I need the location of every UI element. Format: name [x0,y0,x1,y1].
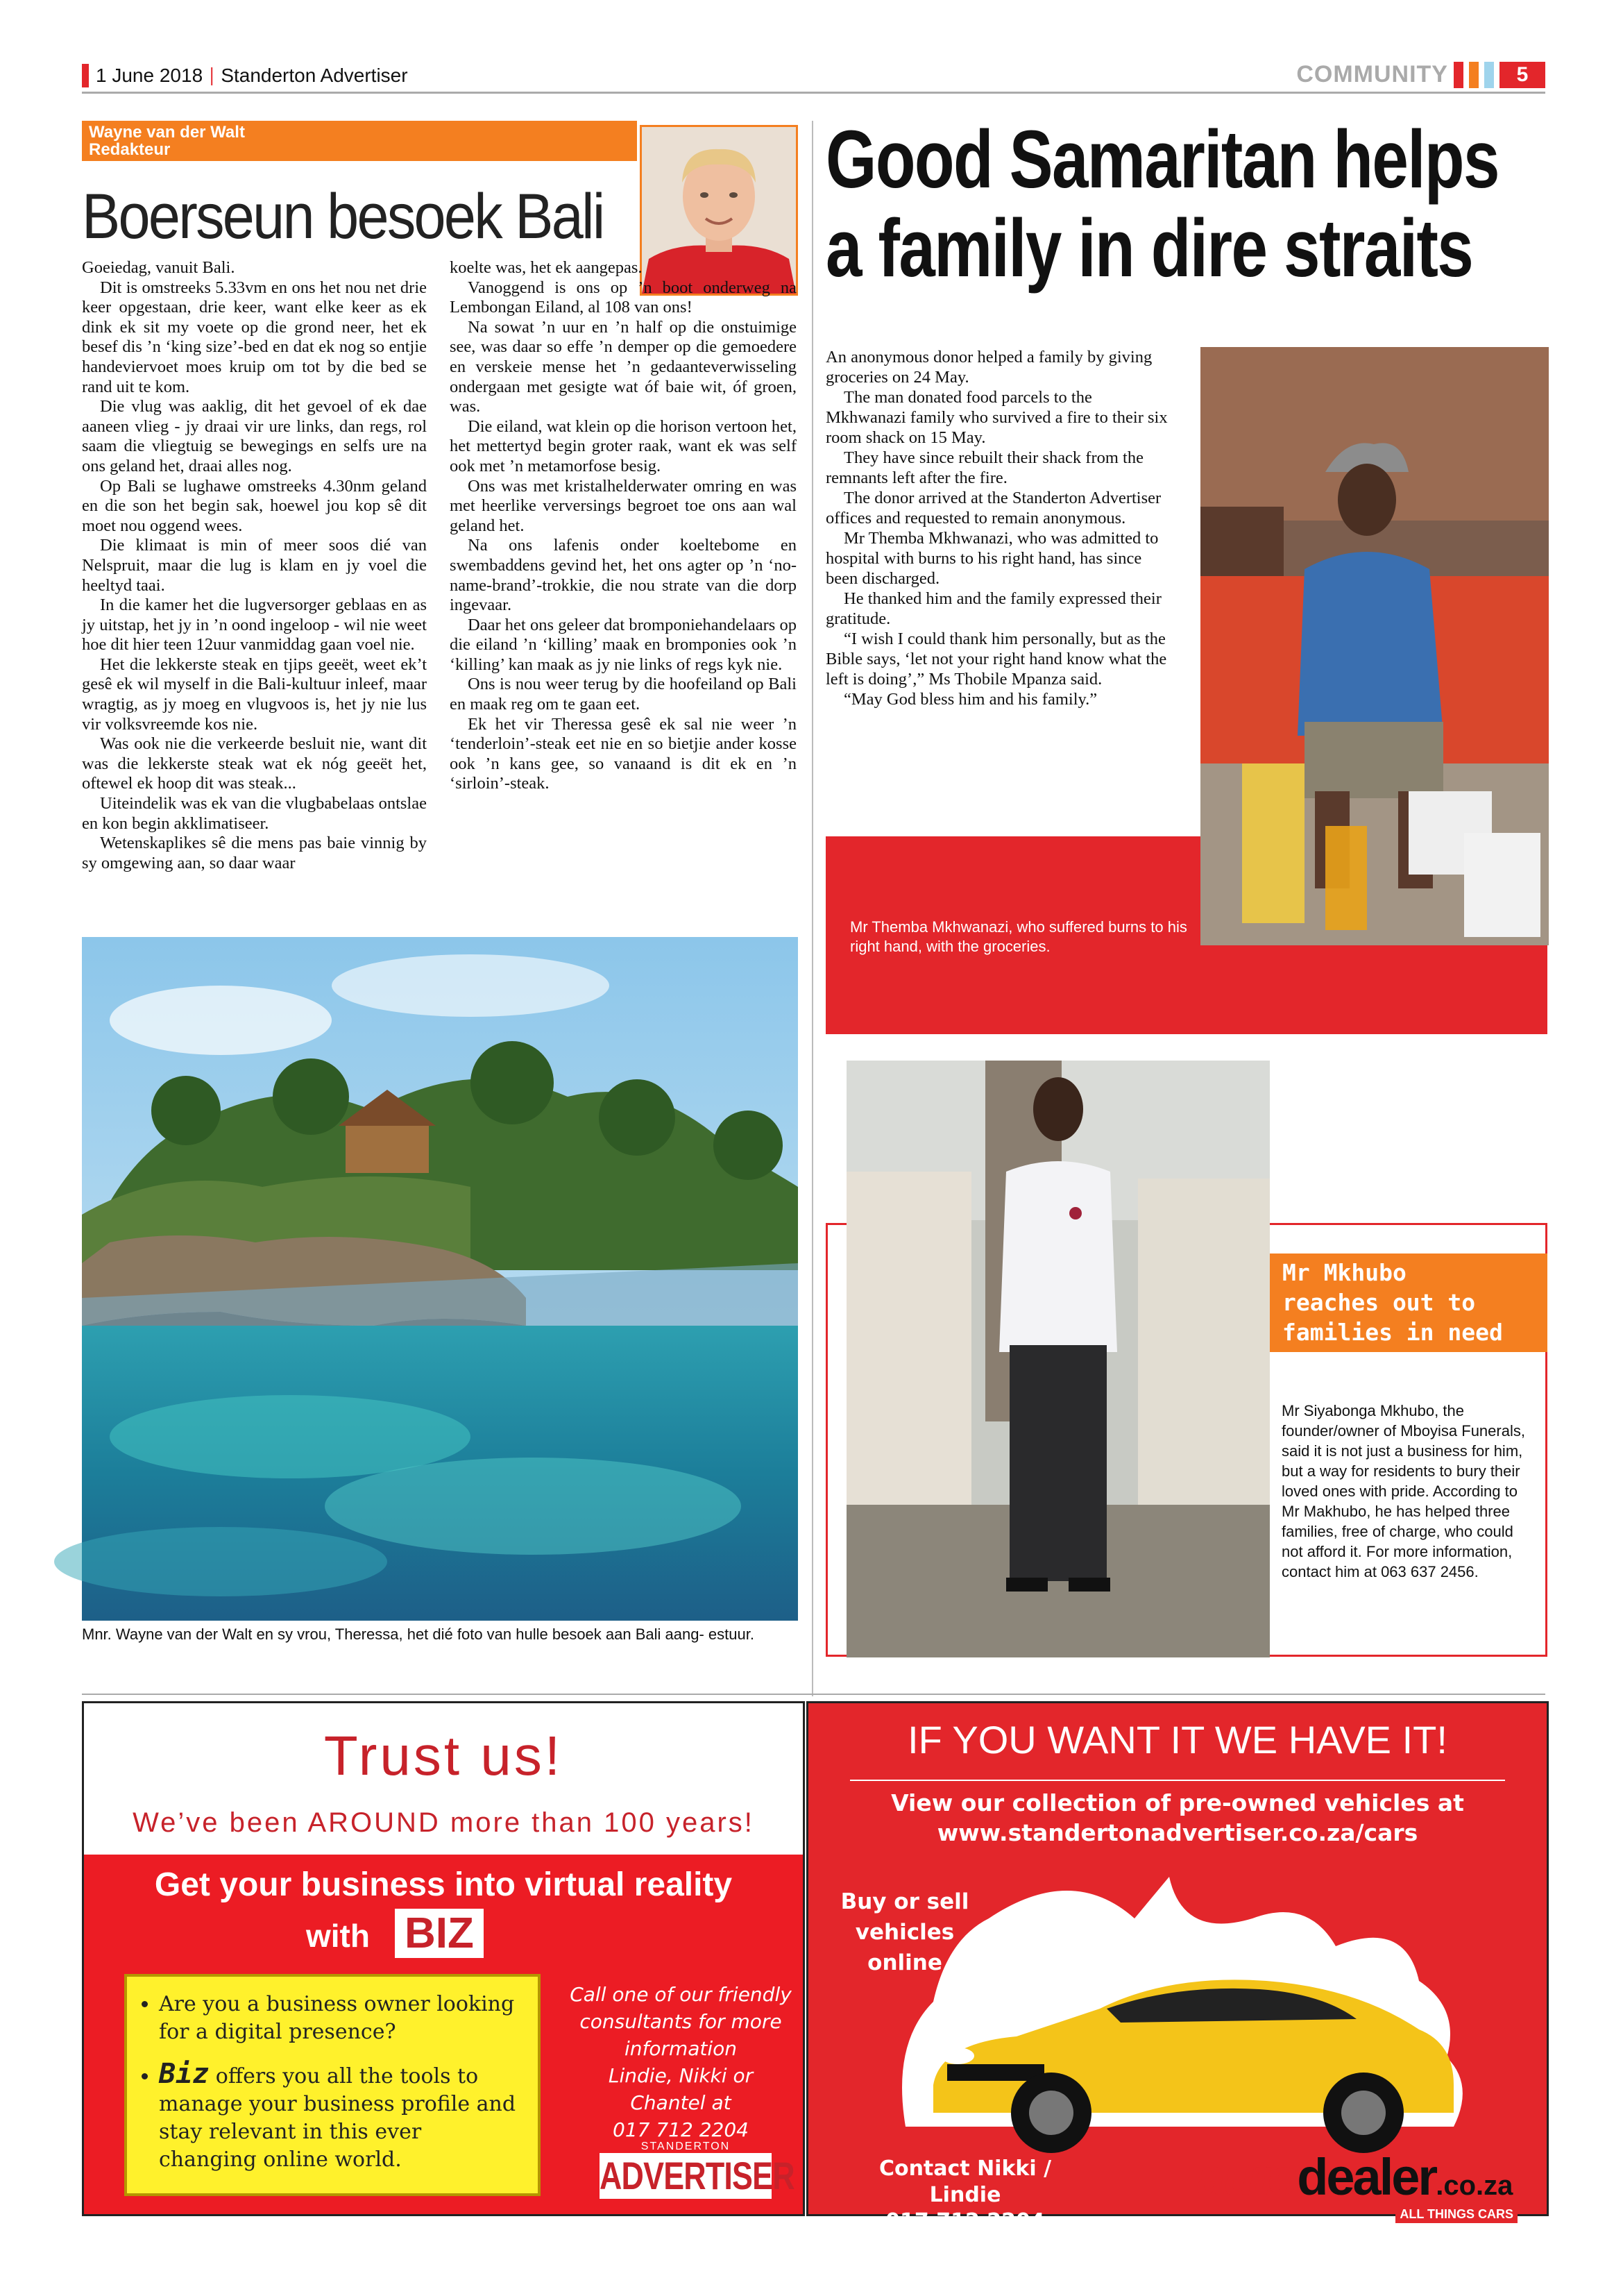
logo-dealer: dealer [1297,2148,1436,2206]
paragraph: Mr Themba Mkhwanazi, who was admitted to hospital with burns to his right hand, has since been discharged. [826,529,1159,588]
paragraph: Was ook nie die verkeerde besluit nie, want dit was die lekkerste steak wat ek nóg geeët het, oftewel ek hoop dit was steak... [82,734,427,793]
header-separator: | [210,65,214,86]
biz-logo: BIZ [395,1909,484,1958]
title-line: families in need [1282,1319,1503,1346]
advert-contact [840,2156,1090,2235]
title-line: Mr Mkhubo [1282,1259,1407,1286]
header-color-block [1469,62,1479,88]
advert-bullet: • Are you a business owner looking for a digital presence? [159,1991,522,2046]
mkhubo-photo [847,1061,1270,1657]
column-text-2 [450,258,797,794]
paragraph: Goeiedag, vanuit Bali. [82,258,235,277]
biz-brand: Biz [159,2058,210,2090]
advert-bullet-text: offers you all the tools to manage your business profile and stay relevant in this ever changing online world. [159,2064,516,2172]
headline-line: a family in dire straits [826,203,1473,294]
advert-around-line: We’ve been AROUND more than 100 years! [133,1807,754,1838]
buysell-line: Buy or sell [840,1889,969,1914]
page-header-left [82,64,408,87]
author-role: Redakteur [89,140,171,159]
paragraph: Vanoggend is ons op ’n boot onderweg na Lembongan Eiland, al 108 van ons! [450,278,797,317]
header-color-block [1454,62,1463,88]
paragraph: The man donated food parcels to the Mkhwanazi family who survived a fire to their six room shack on 15 May. [826,388,1168,447]
view-line: www.standertonadvertiser.co.za/cars [937,1819,1418,1846]
contact-line: 017 712 2204 [885,2209,1045,2234]
advert-call-text [570,1981,792,2143]
paragraph: Wetenskaplikes sê die mens pas baie vinnig by sy omgewing aan, so daar waar [82,834,427,872]
call-line: consultants for more [579,2010,782,2033]
standerton-advertiser-logo [578,2141,793,2199]
paragraph: Daar het ons geleer dat bromponiehandelaars op die eiland ’n ‘killing’ maak en bromponies ook ’n ‘killing’ kan maak as jy nie links of regs kyk nie. [450,615,797,674]
call-line: Chantel at [630,2091,731,2114]
call-line: Call one of our friendly [570,1983,792,2006]
autodealer-advert [806,1701,1549,2234]
paragraph: Uiteindelik was ek van die vlugbabelaas ontslae en kon begin akklimatiseer. [82,794,427,833]
photo-caption: Mnr. Wayne van der Walt en sy vrou, Theressa, het dié foto van hulle besoek aan Bali aang- estuur. [82,1626,754,1643]
advert-rule [850,1780,1505,1781]
mkhwanazi-photo [1200,347,1549,945]
title-line: reaches out to [1282,1289,1476,1316]
logo-auto: auto [1197,2148,1298,2206]
article-text [826,347,1171,709]
page-number: 5 [1499,62,1545,88]
advert-bullet [159,2060,522,2174]
advert-headline: IF YOU WANT IT WE HAVE IT! [908,1718,1447,1762]
paragraph: koelte was, het ek aangepas. [450,258,643,277]
paper-name: Standerton Advertiser [221,65,408,86]
paragraph: Ons was met kristalhelderwater omring en was met heerlike verversings begroet toe ons aan wal geland het. [450,476,797,535]
advert-buysell [825,1886,985,1978]
paragraph: He thanked him and the family expressed their gratitude. [826,589,1162,628]
paragraph: Op Bali se lughawe omstreeks 4.30nm geland en die son het begin sak, hoewel jou kop sê dit moet nou oggend wees. [82,476,427,535]
car-illustration [808,1835,1551,2161]
column-headline: Boerseun besoek Bali [82,181,604,252]
ads-rule [82,1694,1545,1695]
paragraph: Ons is nou weer terug by die hoofeiland op Bali en maak reg om te gaan eet. [450,675,797,714]
advert-trust-heading: Trust us! [323,1725,563,1787]
call-line: Lindie, Nikki or [608,2064,754,2087]
advert-with: with [306,1918,370,1954]
headline-line: Good Samaritan helps [826,114,1499,205]
paragraph: Na ons lafenis onder koeltebome en swembaddens gevind het, het ons agter op ’n ‘no-name-brand’-trokkie, die nou strate van die dorp ingevaar. [450,536,797,615]
header-accent-bar [82,64,89,87]
paragraph: They have since rebuilt their shack from the remnants left after the fire. [826,448,1144,487]
logo-domain: .co.za [1436,2170,1513,2201]
article-headline [826,115,1558,293]
advert-virtual-line: Get your business into virtual reality [154,1866,733,1903]
paragraph: Na sowat ’n uur en ’n half op die onstuimige see, was daar so effe ’n demper op die gemoedere en verskeie mense het ’n gedaanteverwisseling ondergaan met gesigte wat óf baie wit, óf groen, was. [450,317,797,416]
bali-island-photo [82,937,798,1621]
advert-bullet-box [124,1974,541,2196]
call-line: 017 712 2204 [613,2118,749,2141]
paragraph: Die klimaat is min of meer soos dié van Nelspruit, maar die lug is klam en jy voel die heeltyd taai. [82,536,427,595]
logo-big-text: ADVERTISER [600,2154,794,2197]
paragraph: “May God bless him and his family.” [844,690,1098,709]
paragraph: The donor arrived at the Standerton Advertiser offices and requested to remain anonymous. [826,489,1162,527]
photo-caption: Mr Themba Mkhwanazi, who suffered burns to his right hand, with the groceries. [850,918,1187,955]
paragraph: In die kamer het die lugversorger geblaas en as jy uitstap, het jy in ’n oond ingeloop - wil nie weet hoe dit hier teen 12uur vanmiddag gaan voel nie. [82,596,427,655]
header-rule [82,92,1545,94]
biz-advert [82,1701,805,2216]
mkhubo-text: Mr Siyabonga Mkhubo, the founder/owner of Mboyisa Funerals, said it is not just a business for him, but a way for residents to bury their loved ones with pride. According to Mr Makhubo, he has helped three families, free of charge, who could not afford it. For more information, contact him at 063 637 2456. [1282,1402,1525,1580]
paragraph: Dit is omstreeks 5.33vm en ons het nou net drie keer opgestaan, drie keer, want elke keer as ek dink ek sit my voete op die grond neer, het ek besef dis ’n ‘king size’-bed en dat ek nog so entjie handeviervoet moes kruip om tot by die bed se rand uit te kom. [82,278,427,396]
logo-small-text: STANDERTON [640,2141,731,2152]
call-line: information [624,2037,738,2060]
autodealer-logo [1197,2147,1530,2221]
buysell-line: vehicles online [855,1920,955,1975]
paragraph: An anonymous donor helped a family by giving groceries on 24 May. [826,348,1153,387]
issue-date: 1 June 2018 [96,65,203,86]
author-name: Wayne van der Walt [89,123,245,142]
section-label: COMMUNITY [1296,61,1448,87]
column-text-1 [82,258,427,873]
contact-line: Contact Nikki / Lindie [878,2156,1052,2207]
paragraph: “I wish I could thank him personally, but as the Bible says, ‘let not your right hand know what the left is doing’,” Ms Thobile Mpanza said. [826,630,1167,689]
column-divider [812,121,813,1696]
author-box [82,121,637,161]
paragraph: Ek het vir Theressa gesê ek sal nie weer ’n ‘tenderloin’-steak eet nie en so bietjie ander kosse ook ’n kans gee, so vanaand is dit ek en ’n ‘sirloin’-steak. [450,714,797,793]
mkhubo-title [1270,1253,1547,1352]
paragraph: Die vlug was aaklig, dit het gevoel of ek dae aaneen vlieg - jy draai vir ure links, dan regs, rol saam die vliegtuig se bewegings en selfs ure na ons geland het, draai alles nog. [82,397,427,475]
paragraph: Het die lekkerste steak en tjips geeët, weet ek’t gesê ek wil myself in die Bali-kultuur inleef, maar wragtig, as jy moeg en vlugvoos is, het jy nie lus vir volksvreemde kos nie. [82,655,427,734]
paragraph: Die eiland, wat klein op die horison vertoon het, het mettertyd begin groter raak, want ek was self ook met ’n metamorfose besig. [450,416,797,475]
logo-tagline: ALL THINGS CARS [1395,2206,1518,2223]
page-header-right [1296,61,1545,88]
header-color-block [1484,62,1494,88]
view-line: View our collection of pre-owned vehicles at [891,1789,1464,1816]
